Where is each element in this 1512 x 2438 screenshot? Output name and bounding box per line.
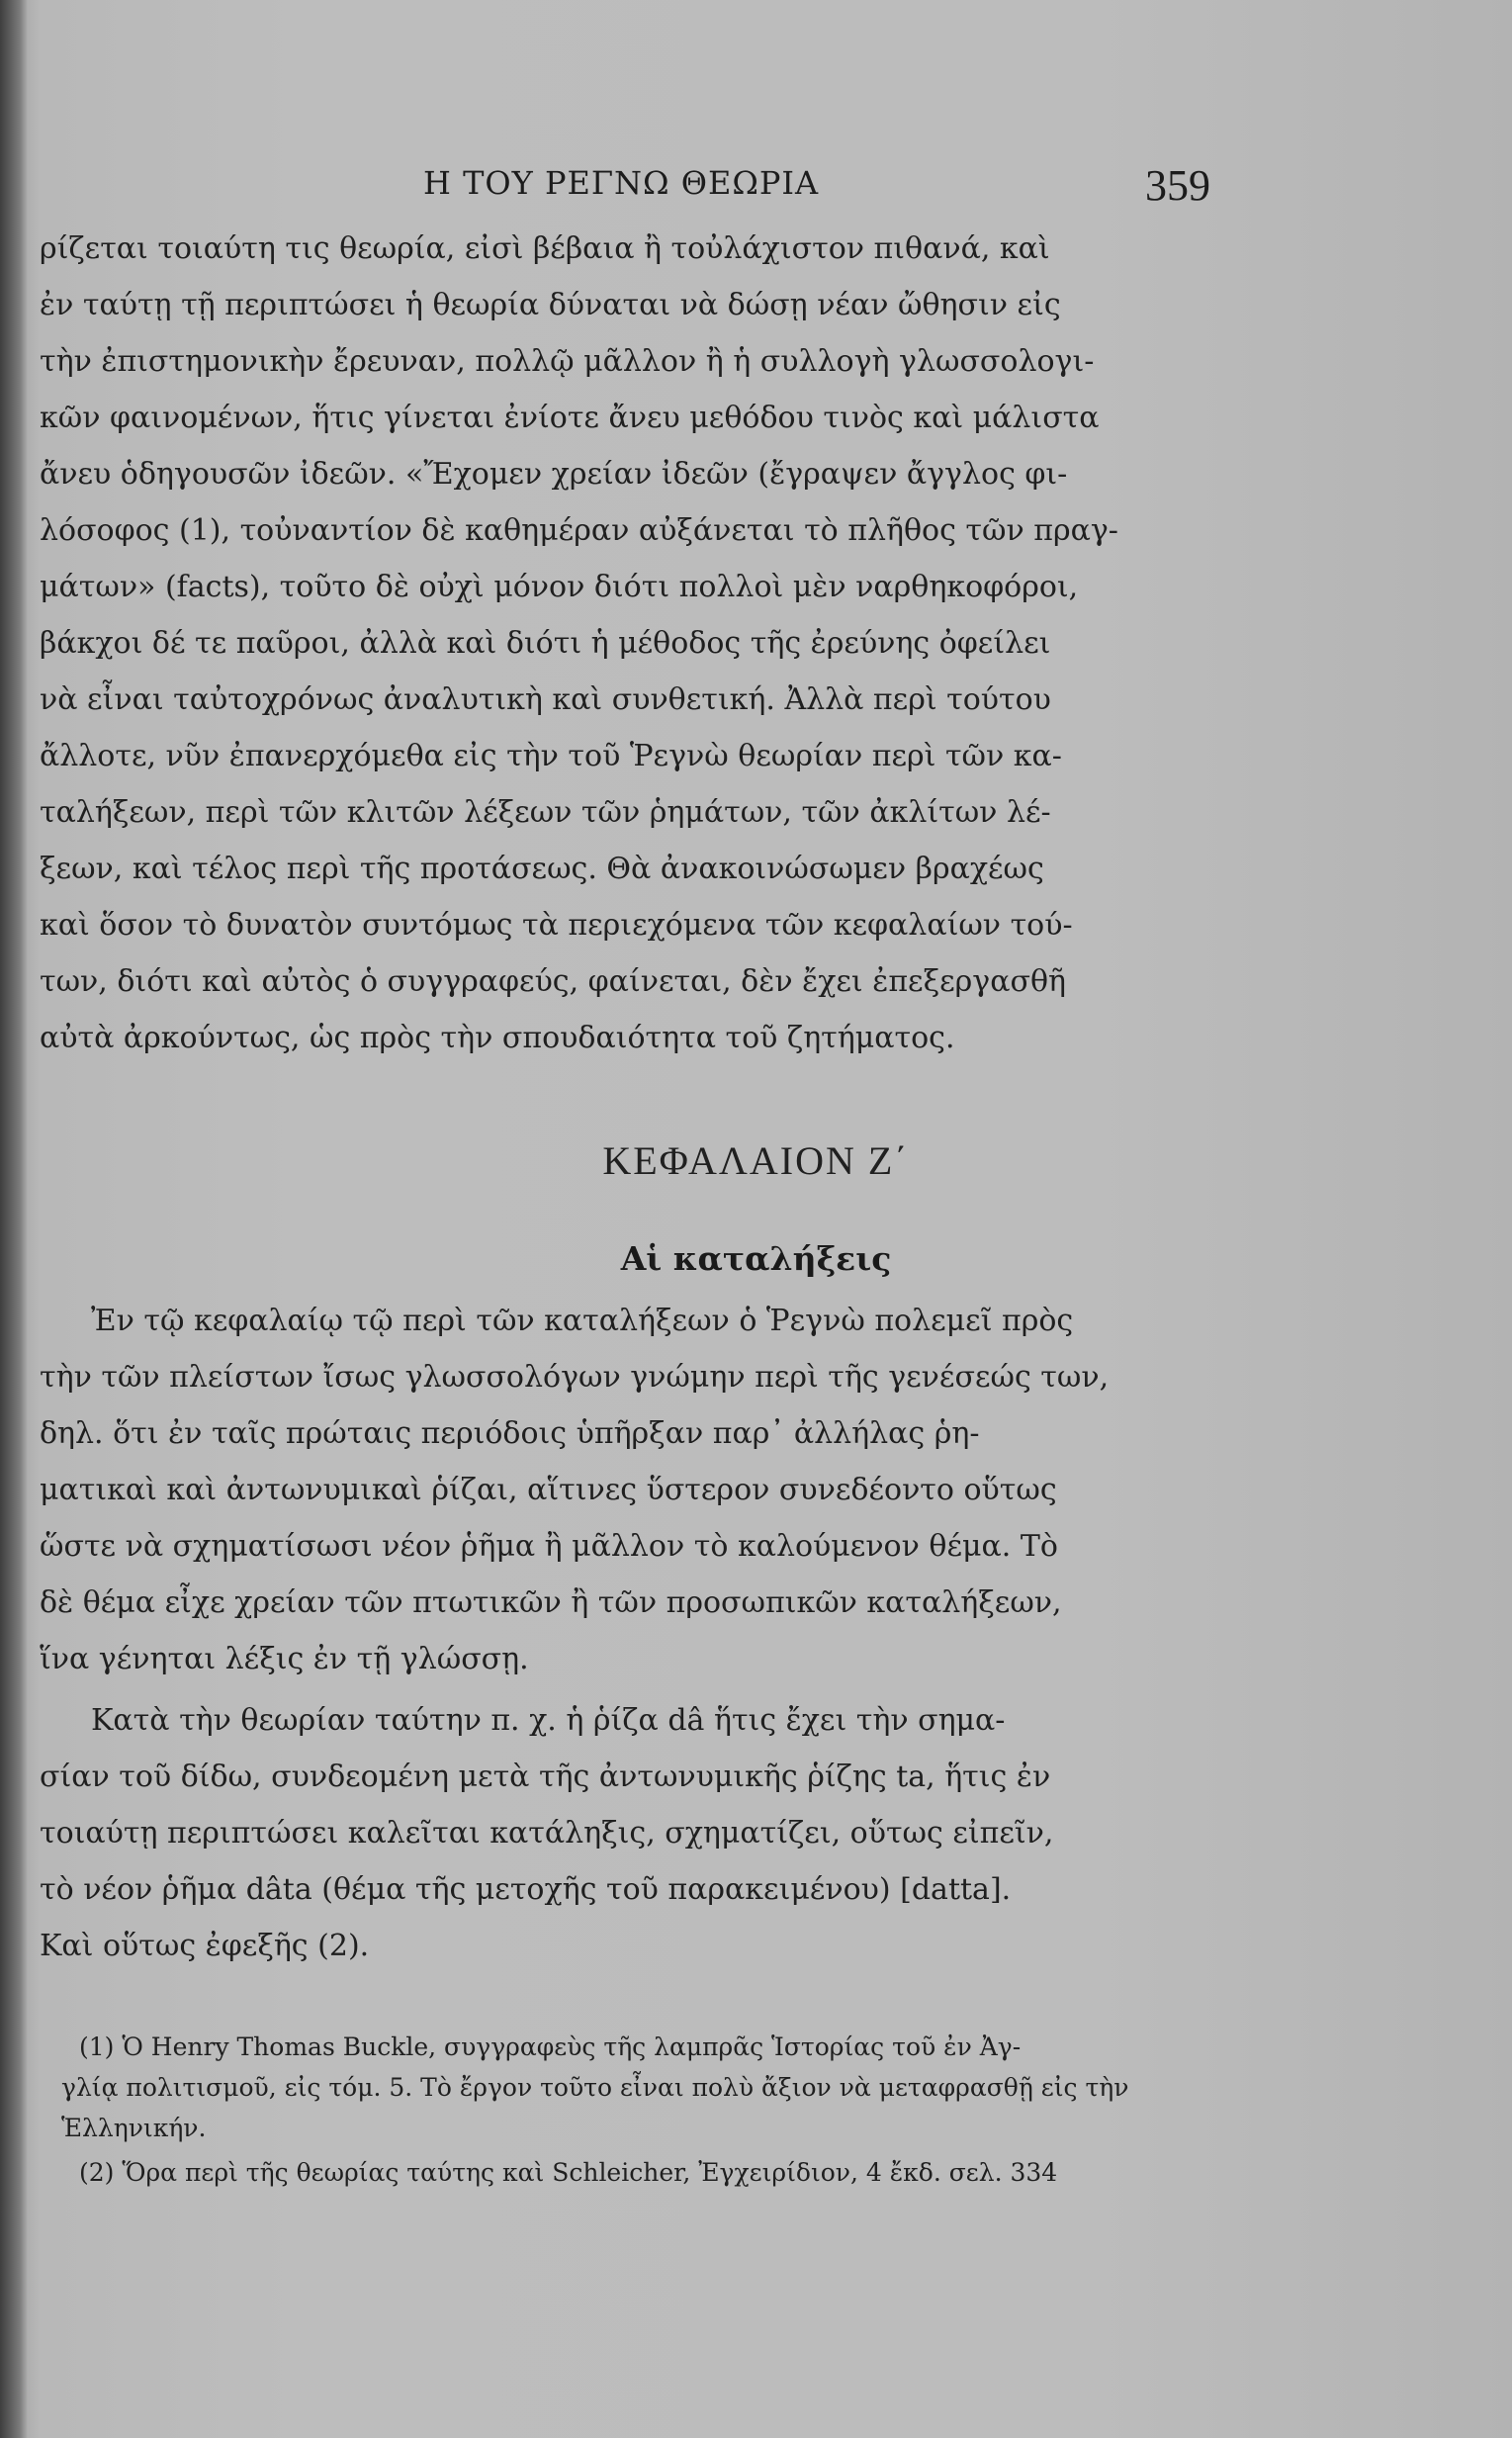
text-line: αὐτὰ ἀρκούντως, ὡς πρὸς τὴν σπουδαιότητα τοῦ ζητήματος. bbox=[40, 1021, 955, 1055]
body-paragraph bbox=[40, 224, 1226, 1084]
footnote-2-line: (2) Ὅρα περὶ τῆς θεωρίας ταύτης καὶ Schleicher, Ἐγχειρίδιον, 4 ἔκδ. σελ. 334 bbox=[79, 2158, 1058, 2187]
text-line: δηλ. ὅτι ἐν ταῖς πρώταις περιόδοις ὑπῆρξαν παρ᾽ ἀλλήλας ῥη- bbox=[40, 1416, 980, 1451]
text-line: ρίζεται τοιαύτη τις θεωρία, εἰσὶ βέβαια ἢ τοὐλάχιστον πιθανά, καὶ bbox=[40, 231, 1050, 266]
running-head: Η ΤΟΥ ΡΕΓΝΩ ΘΕΩΡΙΑ bbox=[423, 164, 820, 202]
text-line: τὸ νέον ῥῆμα dâta (θέμα τῆς μετοχῆς τοῦ παρακειμένου) [datta]. bbox=[40, 1872, 1012, 1907]
section-title: Αἱ καταλήξεις bbox=[620, 1239, 892, 1278]
text-line: Καὶ οὕτως ἐφεξῆς (2). bbox=[40, 1929, 370, 1963]
page-header bbox=[0, 160, 1512, 210]
text-line: τὴν τῶν πλείστων ἴσως γλωσσολόγων γνώμην περὶ τῆς γενέσεώς των, bbox=[40, 1360, 1110, 1395]
text-line: των, διότι καὶ αὐτὸς ὁ συγγραφεύς, φαίνεται, δὲν ἔχει ἐπεξεργασθῆ bbox=[40, 964, 1066, 999]
text-line: ὥστε νὰ σχηματίσωσι νέον ῥῆμα ἢ μᾶλλον τὸ καλούμενον θέμα. Τὸ bbox=[40, 1529, 1058, 1564]
footnote-1-line: (1) Ὁ Henry Thomas Buckle, συγγραφεὺς τῆς λαμπρᾶς Ἱστορίας τοῦ ἐν Ἀγ- bbox=[79, 2032, 1022, 2061]
page-gutter-shadow bbox=[0, 0, 28, 2438]
text-line: κῶν φαινομένων, ἥτις γίνεται ἐνίοτε ἄνευ μεθόδου τινὸς καὶ μάλιστα bbox=[40, 401, 1100, 435]
text-line: ξεων, καὶ τέλος περὶ τῆς προτάσεως. Θὰ ἀνακοινώσωμεν βραχέως bbox=[40, 852, 1044, 886]
text-line: ἐν ταύτῃ τῇ περιπτώσει ἡ θεωρία δύναται νὰ δώσῃ νέαν ὤθησιν εἰς bbox=[40, 288, 1061, 322]
text-line: ταλήξεων, περὶ τῶν κλιτῶν λέξεων τῶν ῥημάτων, τῶν ἀκλίτων λέ- bbox=[40, 795, 1051, 830]
text-line: δὲ θέμα εἶχε χρείαν τῶν πτωτικῶν ἢ τῶν προσωπικῶν καταλήξεων, bbox=[40, 1585, 1062, 1620]
text-line: ἄλλοτε, νῦν ἐπανερχόμεθα εἰς τὴν τοῦ Ῥεγνὼ θεωρίαν περὶ τῶν κα- bbox=[40, 739, 1062, 773]
footnote-1-line: Ἑλληνικήν. bbox=[61, 2114, 207, 2142]
text-line: ματικαὶ καὶ ἀντωνυμικαὶ ῥίζαι, αἵτινες ὕστερον συνεδέοντο οὕτως bbox=[40, 1473, 1057, 1507]
text-line: ἵνα γένηται λέξις ἐν τῇ γλώσσῃ. bbox=[40, 1642, 529, 1676]
text-line: βάκχοι δέ τε παῦροι, ἀλλὰ καὶ διότι ἡ μέθοδος τῆς ἐρεύνης ὀφείλει bbox=[40, 626, 1051, 661]
section-paragraph bbox=[40, 1296, 1226, 1988]
text-line: νὰ εἶναι ταὐτοχρόνως ἀναλυτικὴ καὶ συνθετική. Ἀλλὰ περὶ τούτου bbox=[40, 682, 1051, 717]
text-line: ἄνευ ὁδηγουσῶν ἰδεῶν. «Ἔχομεν χρείαν ἰδεῶν (ἔγραψεν ἄγγλος φι- bbox=[40, 457, 1068, 492]
page-number: 359 bbox=[1145, 161, 1210, 210]
text-line: καὶ ὅσον τὸ δυνατὸν συντόμως τὰ περιεχόμενα τῶν κεφαλαίων τού- bbox=[40, 908, 1073, 943]
text-line: λόσοφος (1), τοὐναντίον δὲ καθημέραν αὐξάνεται τὸ πλῆθος τῶν πραγ- bbox=[40, 513, 1118, 548]
footnote-1-line: γλίᾳ πολιτισμοῦ, εἰς τόμ. 5. Τὸ ἔργον τοῦτο εἶναι πολὺ ἄξιον νὰ μεταφρασθῇ εἰς τὴν bbox=[61, 2073, 1129, 2102]
text-line: τὴν ἐπιστημονικὴν ἔρευναν, πολλῷ μᾶλλον ἢ ἡ συλλογὴ γλωσσολογι- bbox=[40, 344, 1095, 379]
text-line: μάτων» (facts), τοῦτο δὲ οὐχὶ μόνον διότι πολλοὶ μὲν ναρθηκοφόροι, bbox=[40, 570, 1079, 604]
text-line: σίαν τοῦ δίδω, συνδεομένη μετὰ τῆς ἀντωνυμικῆς ῥίζης ta, ἥτις ἐν bbox=[40, 1760, 1051, 1794]
text-line: Κατὰ τὴν θεωρίαν ταύτην π. χ. ἡ ῥίζα dâ ἥτις ἔχει τὴν σημα- bbox=[91, 1703, 1006, 1738]
chapter-title: ΚΕΦΑΛΑΙΟΝ Ζ΄ bbox=[602, 1138, 910, 1183]
text-line: Ἐν τῷ κεφαλαίῳ τῷ περὶ τῶν καταλήξεων ὁ Ῥεγνὼ πολεμεῖ πρὸς bbox=[91, 1304, 1074, 1338]
text-line: τοιαύτῃ περιπτώσει καλεῖται κατάληξις, σχηματίζει, οὕτως εἰπεῖν, bbox=[40, 1816, 1054, 1851]
